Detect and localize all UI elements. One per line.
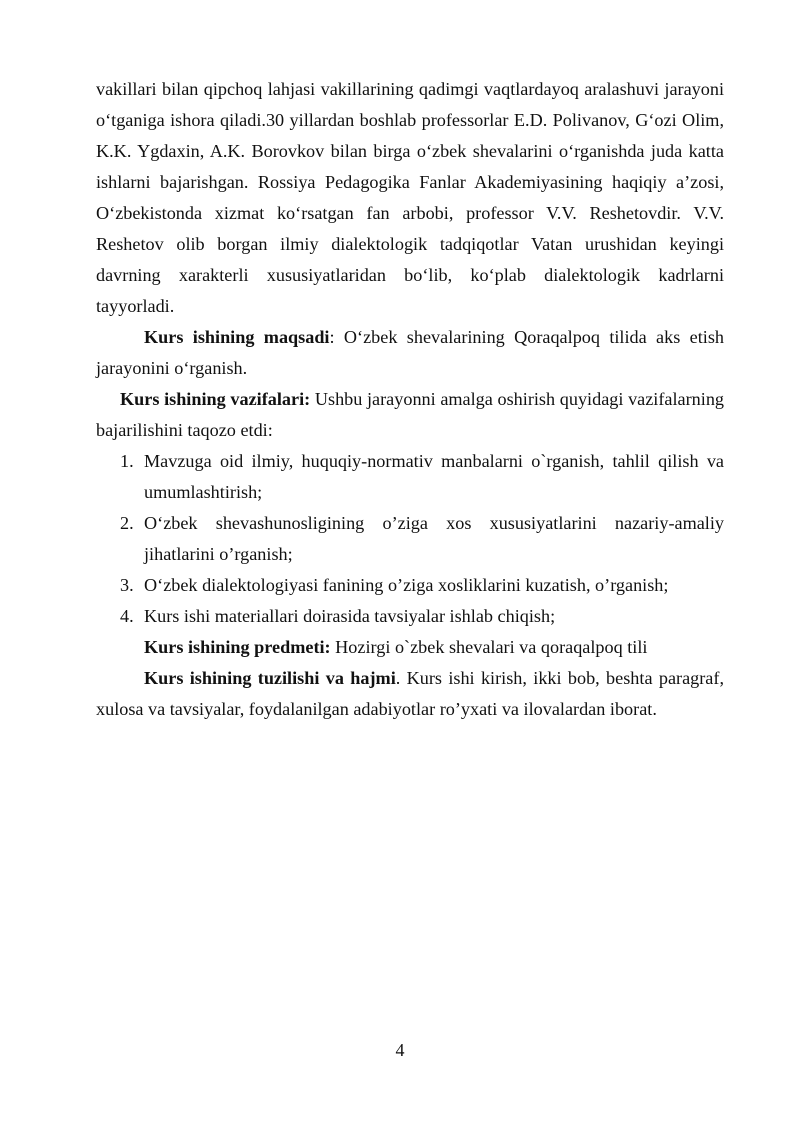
goal-text: : O‘zbek shevalarining Qoraqalpoq tilida aks etish jarayonini o‘rganish. — [96, 327, 724, 378]
page-body — [96, 74, 724, 725]
intro-paragraph: vakillari bilan qipchoq lahjasi vakillarining qadimgi vaqtlardayoq aralashuvi jarayoni o‘tganiga ishora qiladi.30 yillardan boshlab professorlar E.D. Polivanov, G‘ozi Olim, K.K. Ygdaxin, A.K. Borovkov bilan birga o‘zbek shevalarini o‘rganishda juda katta ishlarni bajarishgan. Rossiya Pedagogika Fanlar Akademiyasining haqiqiy a’zosi, O‘zbekistonda xizmat ko‘rsatgan fan arbobi, professor V.V. Reshetovdir. V.V. Reshetov olib borgan ilmiy dialektologik tadqiqotlar Vatan urushidan keyingi davrning xarakterli xususiyatlaridan bo‘lib, ko‘plab dialektologik kadrlarni tayyorladi. — [96, 79, 724, 316]
list-item-text: O‘zbek dialektologiyasi fanining o’ziga xosliklarini kuzatish, o’rganish; — [144, 575, 669, 595]
subject-paragraph — [96, 632, 724, 663]
list-item — [96, 601, 724, 632]
list-item-text: Kurs ishi materiallari doirasida tavsiyalar ishlab chiqish; — [144, 606, 556, 626]
structure-label: Kurs ishining tuzilishi va hajmi — [144, 668, 396, 688]
page-number: 4 — [395, 1040, 405, 1060]
list-item-number: 2. — [120, 513, 134, 533]
goal-paragraph — [96, 322, 724, 384]
list-item — [96, 570, 724, 601]
list-item-number: 3. — [120, 575, 134, 595]
subject-text: Hozirgi o`zbek shevalari va qoraqalpoq tili — [330, 637, 648, 657]
list-item-number: 4. — [120, 606, 134, 626]
tasks-list — [96, 446, 724, 632]
list-item-text: O‘zbek shevashunosligining o’ziga xos xususiyatlarini nazariy-amaliy jihatlarini o’rganish; — [144, 513, 724, 564]
tasks-paragraph — [96, 384, 724, 446]
list-item — [96, 446, 724, 508]
list-item — [96, 508, 724, 570]
goal-label: Kurs ishining maqsadi — [144, 327, 330, 347]
structure-text: . Kurs ishi kirish, ikki bob, beshta paragraf, xulosa va tavsiyalar, foydalanilgan adabiyotlar ro’yxati va ilovalardan iborat. — [96, 668, 724, 719]
list-item-number: 1. — [120, 451, 134, 471]
tasks-intro-text: Ushbu jarayonni amalga oshirish quyidagi vazifalarning bajarilishini taqozo etdi: — [96, 389, 725, 440]
subject-label: Kurs ishining predmeti: — [144, 637, 331, 657]
tasks-label: Kurs ishining vazifalari: — [120, 389, 311, 409]
list-item-text: Mavzuga oid ilmiy, huquqiy-normativ manbalarni o`rganish, tahlil qilish va umumlashtirish; — [144, 451, 724, 502]
structure-paragraph — [96, 663, 724, 725]
